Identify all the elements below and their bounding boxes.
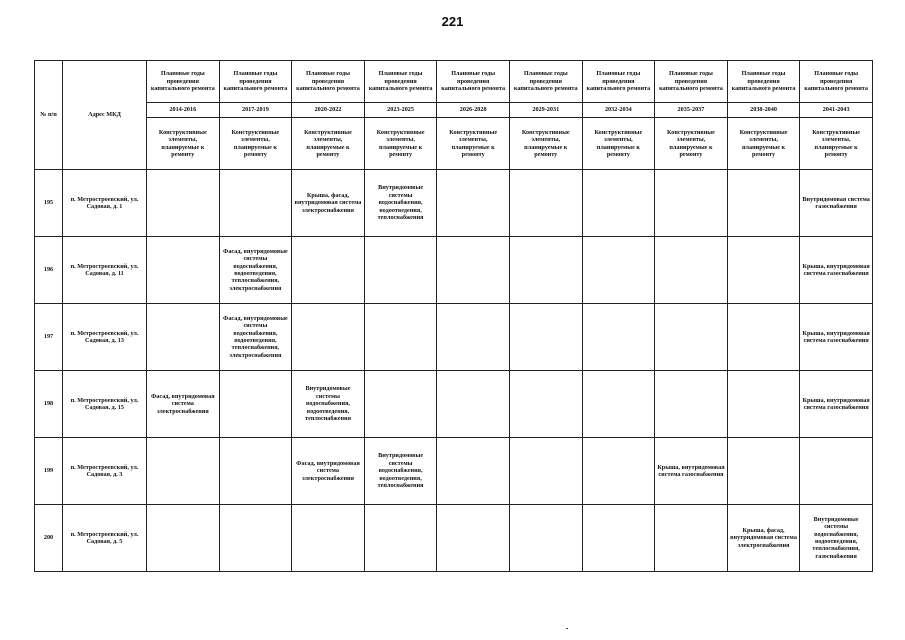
repair-elements-cell: [582, 170, 655, 237]
period-elements-header: Конструктивные элементы, планируемые к ремонту: [582, 118, 655, 170]
repair-elements-cell: [727, 371, 800, 438]
repair-elements-cell: [727, 304, 800, 371]
period-years-header: 2038-2040: [727, 103, 800, 118]
period-years-header: 2014-2016: [147, 103, 220, 118]
repair-elements-cell: [655, 237, 728, 304]
repair-elements-cell: [364, 237, 437, 304]
repair-elements-cell: [147, 505, 220, 572]
repair-elements-cell: [509, 371, 582, 438]
repair-elements-cell: [147, 237, 220, 304]
repair-elements-cell: [437, 505, 510, 572]
row-address: п. Метростроевский, ул. Садовая, д. 15: [63, 371, 147, 438]
row-number: 200: [35, 505, 63, 572]
repair-elements-cell: [437, 371, 510, 438]
table-row: [35, 505, 873, 572]
row-number: 198: [35, 371, 63, 438]
repair-elements-cell: Фасад, внутридомовые системы водоснабжения, водоотведения, теплоснабжения, электроснабжения: [219, 237, 292, 304]
repair-elements-cell: [219, 170, 292, 237]
table-header: [35, 61, 873, 170]
repair-elements-cell: [147, 438, 220, 505]
repair-elements-cell: [437, 438, 510, 505]
period-title-header: Плановые годы проведения капитального ремонта: [582, 61, 655, 103]
repair-elements-cell: Крыша, фасад, внутридомовая система электроснабжения: [727, 505, 800, 572]
repair-elements-cell: [655, 304, 728, 371]
address-column-header: Адрес МКД: [63, 61, 147, 170]
repair-elements-cell: [147, 304, 220, 371]
period-title-header: Плановые годы проведения капитального ремонта: [364, 61, 437, 103]
row-number: 196: [35, 237, 63, 304]
repair-elements-cell: Крыша, внутридомовая система газоснабжения: [800, 237, 873, 304]
period-elements-header: Конструктивные элементы, планируемые к ремонту: [655, 118, 728, 170]
repair-elements-cell: [292, 237, 365, 304]
row-address: п. Метростроевский, ул. Садовая, д. 13: [63, 304, 147, 371]
row-address: п. Метростроевский, ул. Садовая, д. 1: [63, 170, 147, 237]
period-years-header: 2026-2028: [437, 103, 510, 118]
repair-elements-cell: [509, 170, 582, 237]
period-elements-header: Конструктивные элементы, планируемые к ремонту: [509, 118, 582, 170]
repair-elements-cell: [364, 505, 437, 572]
repair-elements-cell: [655, 371, 728, 438]
repair-elements-cell: [582, 371, 655, 438]
header-row-years: [35, 103, 873, 118]
row-number: 199: [35, 438, 63, 505]
period-title-header: Плановые годы проведения капитального ремонта: [219, 61, 292, 103]
repair-elements-cell: Крыша, фасад, внутридомовая система электроснабжения: [292, 170, 365, 237]
repair-elements-cell: [364, 304, 437, 371]
period-years-header: 2035-2037: [655, 103, 728, 118]
repair-elements-cell: Фасад, внутридомовая система электроснабжения: [292, 438, 365, 505]
table-row: [35, 170, 873, 237]
period-title-header: Плановые годы проведения капитального ремонта: [147, 61, 220, 103]
repair-elements-cell: Крыша, внутридомовая система газоснабжения: [800, 371, 873, 438]
repair-elements-cell: [219, 438, 292, 505]
period-years-header: 2017-2019: [219, 103, 292, 118]
repair-elements-cell: [437, 170, 510, 237]
period-elements-header: Конструктивные элементы, планируемые к ремонту: [364, 118, 437, 170]
period-title-header: Плановые годы проведения капитального ремонта: [437, 61, 510, 103]
stray-mark: [566, 628, 568, 629]
repair-elements-cell: [727, 170, 800, 237]
repair-elements-cell: [219, 505, 292, 572]
period-years-header: 2020-2022: [292, 103, 365, 118]
repair-elements-cell: [292, 505, 365, 572]
table-body: [35, 170, 873, 572]
period-title-header: Плановые годы проведения капитального ремонта: [800, 61, 873, 103]
repair-elements-cell: [582, 438, 655, 505]
repair-elements-cell: [364, 371, 437, 438]
repair-elements-cell: Внутридомовые системы водоснабжения, водоотведения, теплоснабжения: [292, 371, 365, 438]
repair-elements-cell: Внутридомовая система газоснабжения: [800, 170, 873, 237]
period-elements-header: Конструктивные элементы, планируемые к ремонту: [292, 118, 365, 170]
period-title-header: Плановые годы проведения капитального ремонта: [655, 61, 728, 103]
repair-elements-cell: [655, 170, 728, 237]
repair-elements-cell: [437, 304, 510, 371]
repair-elements-cell: [582, 304, 655, 371]
table-row: [35, 371, 873, 438]
header-row-titles: [35, 61, 873, 103]
row-address: п. Метростроевский, ул. Садовая, д. 11: [63, 237, 147, 304]
repair-elements-cell: Фасад, внутридомовые системы водоснабжения, водоотведения, теплоснабжения, электроснабжения: [219, 304, 292, 371]
repair-elements-cell: [147, 170, 220, 237]
repair-elements-cell: [800, 438, 873, 505]
period-elements-header: Конструктивные элементы, планируемые к ремонту: [800, 118, 873, 170]
row-number: 197: [35, 304, 63, 371]
period-years-header: 2023-2025: [364, 103, 437, 118]
repair-elements-cell: [582, 237, 655, 304]
period-title-header: Плановые годы проведения капитального ремонта: [727, 61, 800, 103]
period-elements-header: Конструктивные элементы, планируемые к ремонту: [219, 118, 292, 170]
repair-elements-cell: [509, 438, 582, 505]
repair-elements-cell: [655, 505, 728, 572]
table-row: [35, 237, 873, 304]
repair-elements-cell: [219, 371, 292, 438]
repair-elements-cell: [509, 505, 582, 572]
repair-elements-cell: Крыша, внутридомовая система газоснабжения: [800, 304, 873, 371]
period-title-header: Плановые годы проведения капитального ремонта: [292, 61, 365, 103]
repair-elements-cell: [509, 237, 582, 304]
page-number: 221: [441, 14, 464, 29]
repair-elements-cell: [582, 505, 655, 572]
row-address: п. Метростроевский, ул. Садовая, д. 5: [63, 505, 147, 572]
header-row-elements: [35, 118, 873, 170]
period-elements-header: Конструктивные элементы, планируемые к ремонту: [437, 118, 510, 170]
repair-elements-cell: [437, 237, 510, 304]
row-number: 195: [35, 170, 63, 237]
repair-elements-cell: [727, 237, 800, 304]
period-elements-header: Конструктивные элементы, планируемые к ремонту: [727, 118, 800, 170]
period-title-header: Плановые годы проведения капитального ремонта: [509, 61, 582, 103]
table-row: [35, 304, 873, 371]
row-address: п. Метростроевский, ул. Садовая, д. 3: [63, 438, 147, 505]
num-column-header: № п/п: [35, 61, 63, 170]
period-years-header: 2029-2031: [509, 103, 582, 118]
repair-elements-cell: Крыша, внутридомовая система газоснабжения: [655, 438, 728, 505]
repair-elements-cell: Внутридомовые системы водоснабжения, водоотведения, теплоснабжения: [364, 438, 437, 505]
repair-elements-cell: Внутридомовые системы водоснабжения, водоотведения, теплоснабжения: [364, 170, 437, 237]
period-years-header: 2032-2034: [582, 103, 655, 118]
repair-elements-cell: Внутридомовые системы водоснабжения, водоотведения, теплоснабжения, газоснабжения: [800, 505, 873, 572]
period-years-header: 2041-2043: [800, 103, 873, 118]
repair-elements-cell: [292, 304, 365, 371]
repair-elements-cell: [509, 304, 582, 371]
repair-elements-cell: [727, 438, 800, 505]
table-row: [35, 438, 873, 505]
repair-elements-cell: Фасад, внутридомовая система электроснабжения: [147, 371, 220, 438]
period-elements-header: Конструктивные элементы, планируемые к ремонту: [147, 118, 220, 170]
capital-repair-table: [34, 60, 873, 572]
